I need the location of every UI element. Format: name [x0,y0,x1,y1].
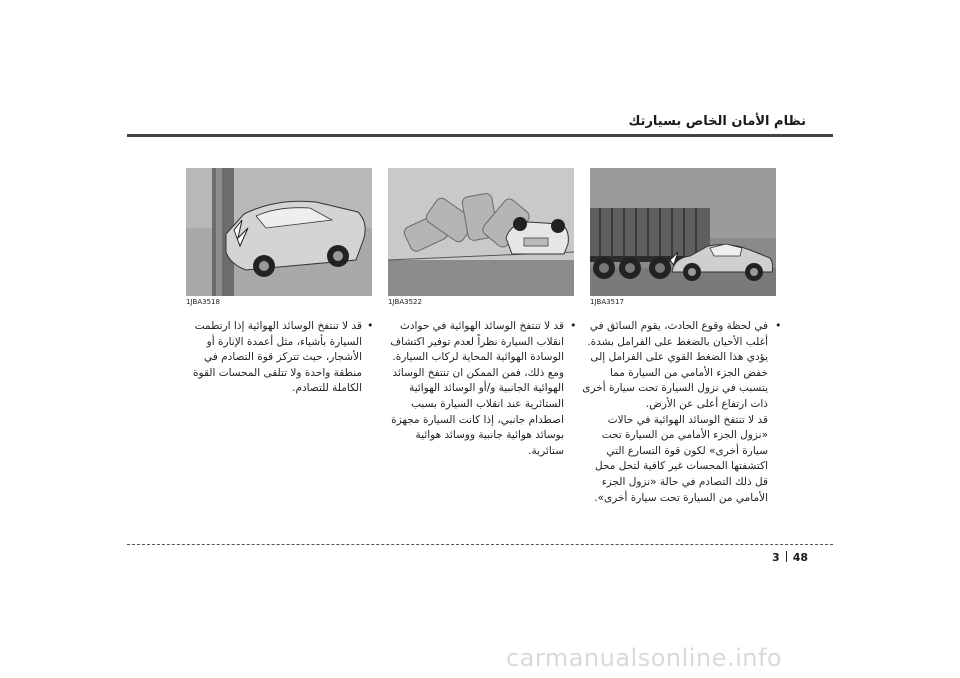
figure-pole-impact [186,168,372,296]
figure-code: 1JBA3518 [186,298,220,306]
page-number-value: 48 [792,551,808,564]
column-rollover-text: قد لا تنتفخ الوسائد الهوائية في حوادث انقلاب السيارة نظراً لعدم توفير اكتشاف الوسادة الهوائية المحاية لركاب السيارة. ومع ذلك، فمن الممكن ان تنتفخ الوسائد الهوائية الجانبية و/أو الوسائد الهوائية الستائرية عند انقلاب السيارة بسبب اصطدام جانبي، إذا كانت السيارة مجهزة بوسائد هوائية جانبية ووسائد هوائية ستائرية. [390,320,564,457]
watermark: carmanualsonline.info [506,644,783,672]
column-pole-text: قد لا تنتفخ الوسائد الهوائية إذا ارتطمت السيارة بأشياء، مثل أعمدة الإنارة أو الأشجار، حيث تتركز قوة التصادم في منطقة واحدة ولا تتلقى المحسات القوة الكاملة للتصادم. [193,320,362,395]
page-number [772,551,808,564]
underride-illustration [590,168,776,296]
bullet: • [570,319,577,332]
bullet: • [775,319,782,332]
rollover-illustration [388,168,574,296]
figure-rollover [388,168,574,296]
column-underride-text: في لحظة وقوع الحادث، يقوم السائق في أغلب الأحيان بالضغط على الفرامل بشدة. يؤدي هذا الضغط القوي على الفرامل إلى خفض الجزء الأمامي من السيارة مما يتسبب في نزول السيارة تحت سيارة أخرى ذات ارتفاع أعلى عن الأرض. قد لا تنتفخ الوسائد الهوائية في حالات «نزول الجزء الأمامي من السيارة تحت سيارة أخرى» لكون قوة التسارع التي اكتشفتها المحسات غير كافية لتحل محل قل ذلك التصادم في حالة «نزول الجزء الأمامي من السيارة تحت سيارة أخرى». [582,320,768,504]
figure-code: 1JBA3522 [388,298,422,306]
bullet: • [367,319,374,332]
header-title: نظام الأمان الخاص بسيارتك [628,114,806,129]
chapter-number: 3 [772,551,780,564]
header-rule [127,134,833,137]
figure-underride [590,168,776,296]
footer-rule [127,544,833,545]
figure-code: 1JBA3517 [590,298,624,306]
pole-impact-illustration [186,168,372,296]
page-separator [786,551,787,562]
